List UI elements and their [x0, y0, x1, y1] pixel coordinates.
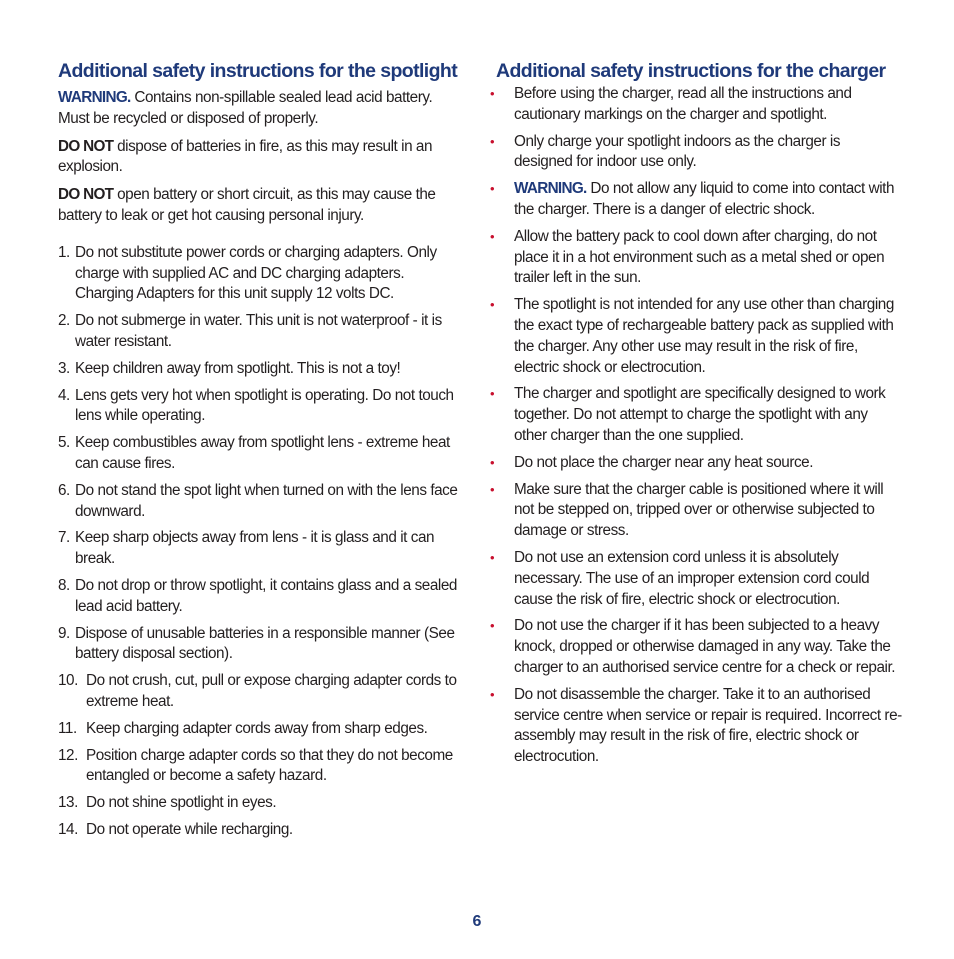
do-not-lead: DO NOT	[58, 137, 114, 155]
list-item	[490, 616, 902, 678]
charger-instruction-list	[490, 84, 902, 768]
list-item	[58, 311, 458, 353]
spotlight-section-heading: Additional safety instructions for the spotlight	[58, 60, 458, 82]
list-item	[490, 685, 902, 768]
item-text: Keep children away from spotlight. This is not a toy!	[75, 359, 401, 377]
list-item	[58, 820, 458, 841]
do-not-open-paragraph	[58, 185, 458, 227]
item-number: 1.	[58, 243, 70, 261]
item-text: Do not disassemble the charger. Take it to an authorised service centre when service or repair is required. Incorrect re-assembly may result in the risk of fire, electric shock or electrocution.	[514, 685, 902, 766]
list-item	[58, 576, 458, 618]
item-text: Do not allow any liquid to come into contact with the charger. There is a danger of electric shock.	[514, 180, 895, 218]
bullet-icon: •	[490, 686, 495, 702]
list-item	[58, 624, 458, 666]
item-text: Do not use an extension cord unless it is absolutely necessary. The use of an improper extension cord could cause the risk of fire, electric shock or electrocution.	[514, 548, 870, 608]
bullet-icon: •	[490, 549, 495, 565]
item-text: Make sure that the charger cable is positioned where it will not be stepped on, tripped over or otherwise subjected to damage or stress.	[514, 480, 884, 540]
item-number: 8.	[58, 576, 70, 594]
item-text: Lens gets very hot when spotlight is operating. Do not touch lens while operating.	[75, 386, 454, 425]
spotlight-instruction-list	[58, 243, 458, 841]
item-text: The spotlight is not intended for any use other than charging the exact type of rechargeable battery pack as supplied with the charger. Any other use may result in the risk of fire, electric shock or electrocution.	[514, 296, 894, 376]
item-number: 2.	[58, 312, 70, 330]
item-text: Only charge your spotlight indoors as the charger is designed for indoor use only.	[514, 132, 841, 171]
list-item	[58, 528, 458, 570]
list-item	[490, 295, 902, 378]
do-not-dispose-text: dispose of batteries in fire, as this may result in an explosion.	[58, 137, 433, 176]
item-text: Do not drop or throw spotlight, it contains glass and a sealed lead acid battery.	[75, 576, 457, 615]
list-item	[58, 671, 458, 713]
page-number: 6	[472, 913, 482, 930]
list-item	[58, 481, 458, 523]
do-not-dispose-paragraph	[58, 137, 458, 179]
list-item	[58, 386, 458, 428]
list-item	[58, 359, 458, 380]
warning-lead: WARNING.	[514, 180, 587, 198]
item-number: 6.	[58, 481, 70, 499]
item-text: Do not submerge in water. This unit is not waterproof - it is water resistant.	[75, 312, 442, 350]
list-item	[58, 746, 458, 788]
bullet-icon: •	[490, 386, 495, 402]
item-number: 10.	[58, 672, 78, 690]
list-item	[490, 453, 902, 474]
list-item	[490, 132, 902, 174]
item-number: 14.	[58, 820, 78, 838]
item-text: Allow the battery pack to cool down after charging, do not place it in a hot environment such as a metal shed or open trailer left in the sun.	[514, 227, 885, 287]
item-text: Do not shine spotlight in eyes.	[86, 794, 277, 812]
item-number: 3.	[58, 359, 70, 377]
spotlight-safety-section	[58, 58, 458, 847]
list-item	[58, 793, 458, 814]
item-number: 11.	[58, 719, 77, 737]
charger-section-heading: Additional safety instructions for the charger	[496, 60, 886, 82]
list-item	[490, 480, 902, 542]
list-item	[490, 384, 902, 446]
charger-safety-section	[490, 58, 902, 774]
item-text: Dispose of unusable batteries in a responsible manner (See battery disposal section).	[75, 624, 455, 663]
do-not-lead: DO NOT	[58, 186, 114, 204]
item-number: 7.	[58, 529, 70, 547]
item-number: 5.	[58, 434, 70, 452]
list-item	[58, 719, 458, 740]
bullet-icon: •	[490, 181, 495, 197]
item-text: Keep combustibles away from spotlight lens - extreme heat can cause fires.	[75, 434, 450, 472]
list-item	[58, 243, 458, 305]
item-text: Keep sharp objects away from lens - it is glass and it can break.	[75, 529, 435, 568]
item-text: The charger and spotlight are specifically designed to work together. Do not attempt to charge the spotlight with any other charger than the one supplied.	[514, 385, 886, 444]
warning-paragraph	[58, 88, 458, 130]
list-item	[490, 84, 902, 126]
bullet-icon: •	[490, 86, 495, 101]
list-item	[490, 179, 902, 221]
item-text: Keep charging adapter cords away from sharp edges.	[86, 719, 428, 737]
item-text: Do not place the charger near any heat source.	[514, 453, 814, 471]
warning-text: Contains non-spillable sealed lead acid battery. Must be recycled or disposed of properly.	[58, 89, 433, 127]
item-text: Do not substitute power cords or charging adapters. Only charge with supplied AC and DC charging adapters. Charging Adapters for this unit supply 12 volts DC.	[75, 243, 437, 303]
item-text: Do not use the charger if it has been subjected to a heavy knock, dropped or otherwise damaged in any way. Take the charger to an authorised service centre for a check or repair.	[514, 617, 896, 676]
item-text: Do not crush, cut, pull or expose charging adapter cords to extreme heat.	[86, 672, 457, 710]
warning-lead: WARNING.	[58, 89, 131, 106]
bullet-icon: •	[490, 297, 495, 313]
bullet-icon: •	[490, 481, 495, 497]
item-number: 13.	[58, 794, 78, 812]
item-text: Before using the charger, read all the instructions and cautionary markings on the charger and spotlight.	[514, 85, 852, 123]
list-item	[490, 227, 902, 289]
do-not-open-text: open battery or short circuit, as this may cause the battery to leak or get hot causing personal injury.	[58, 186, 436, 224]
item-number: 12.	[58, 746, 78, 764]
list-item	[490, 548, 902, 610]
item-text: Do not operate while recharging.	[86, 820, 293, 838]
bullet-icon: •	[490, 133, 495, 149]
bullet-icon: •	[490, 454, 495, 470]
item-text: Position charge adapter cords so that they do not become entangled or become a safety hazard.	[86, 746, 453, 785]
item-number: 4.	[58, 386, 70, 404]
bullet-icon: •	[490, 618, 495, 634]
item-number: 9.	[58, 624, 70, 642]
bullet-icon: •	[490, 228, 495, 244]
item-text: Do not stand the spot light when turned on with the lens face downward.	[75, 481, 458, 520]
list-item	[58, 433, 458, 475]
